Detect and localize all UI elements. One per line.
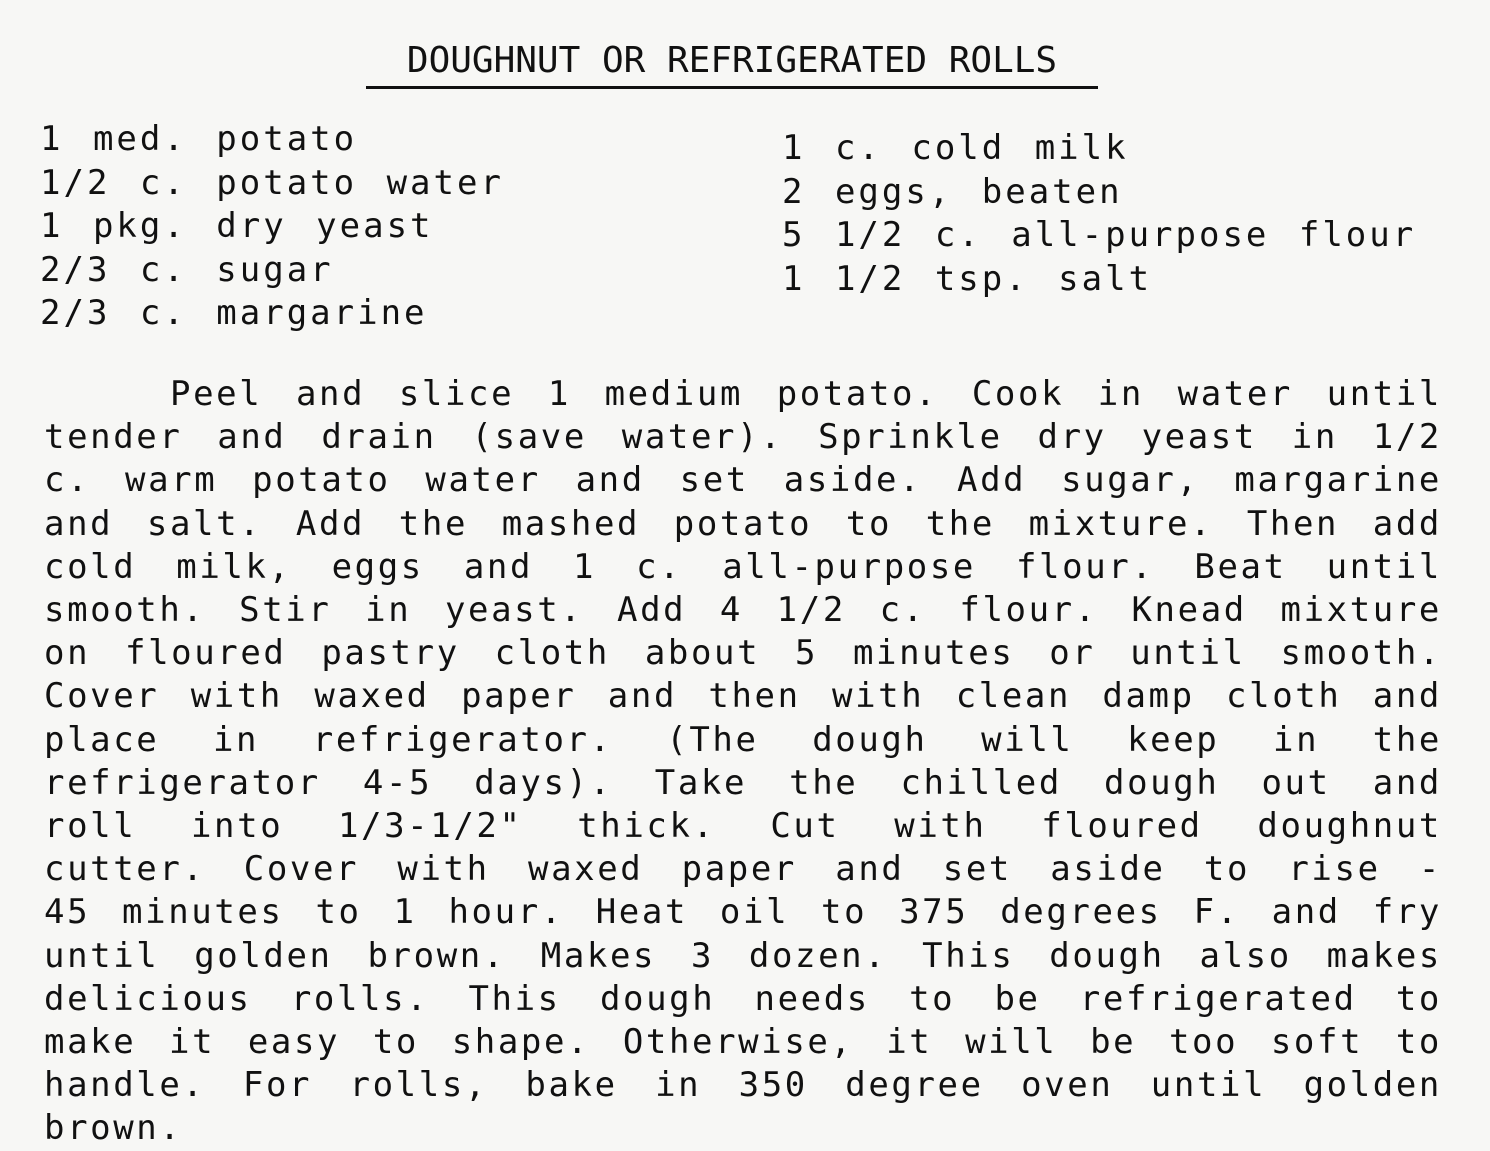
ingredients-list-right [782,127,1416,301]
ingredient-item: 1 1/2 tsp. salt [782,258,1153,299]
ingredient-item: 1 c. cold milk [782,128,1129,168]
ingredient-item: 2/3 c. sugar [40,249,334,290]
recipe-method: Peel and slice 1 medium potato. Cook in water until tender and drain (save water). Sprinkle dry yeast in 1/2 c. warm potato water and set aside. Add sugar, margarine and salt. Add the mashed potato to the mixture. Then add cold milk, eggs and 1 c. all-purpose flour. Beat until smooth. Stir in yeast. Add 4 1/2 c. flour. Knead mixture on floured pastry cloth about 5 minutes or until smooth. Cover with waxed paper and then with clean damp cloth and place in refrigerator. (The dough will keep in the refrigerator 4-5 days). Take the chilled dough out and roll into 1/3-1/2" thick. Cut with floured doughnut cutter. Cover with waxed paper and set aside to rise - 45 minutes to 1 hour. Heat oil to 375 degrees F. and fry until golden brown. Makes 3 dozen. This dough also makes delicious rolls. This dough needs to be refrigerated to make it easy to shape. Otherwise, it will be too soft to handle. For rolls, bake in 350 degree oven until golden brown. [44,374,1442,1149]
ingredients-list-left [40,118,504,336]
ingredient-item: 1 med. potato [40,119,358,159]
ingredient-item: 2/3 c. margarine [40,293,428,333]
ingredient-item: 2 eggs, beaten [782,171,1123,212]
ingredient-item: 1 pkg. dry yeast [40,206,434,246]
recipe-title: DOUGHNUT OR REFRIGERATED ROLLS [366,38,1098,89]
ingredient-item: 1/2 c. potato water [40,162,504,203]
ingredient-item: 5 1/2 c. all-purpose flour [782,215,1417,255]
